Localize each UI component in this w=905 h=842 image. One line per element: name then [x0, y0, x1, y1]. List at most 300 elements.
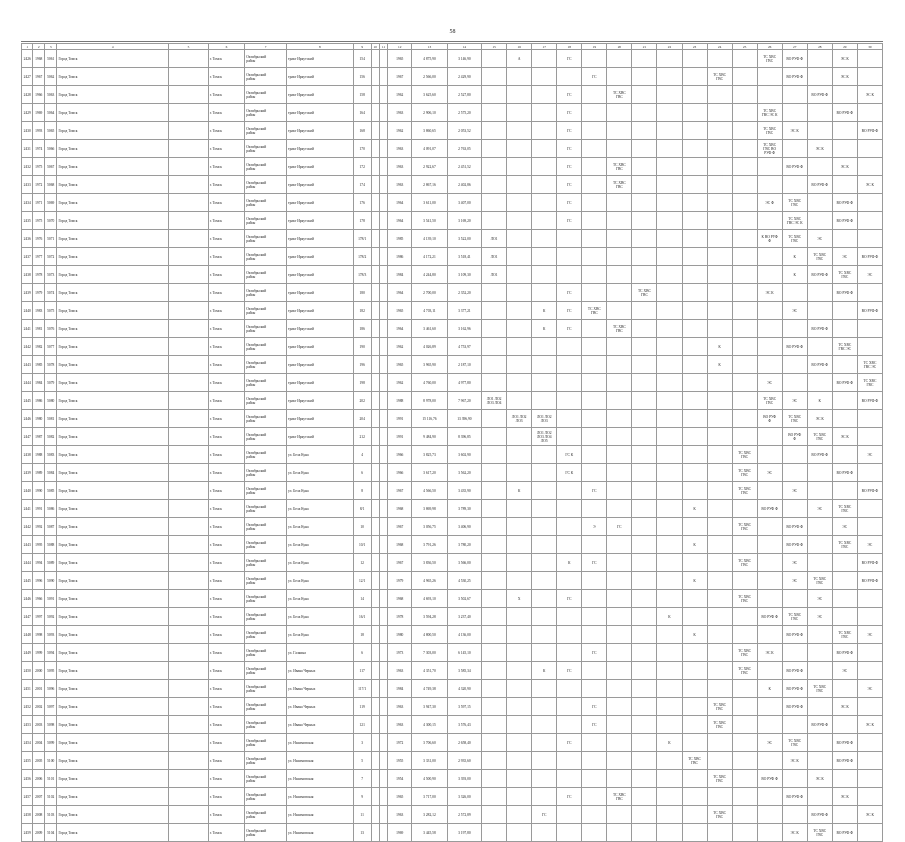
table-cell	[507, 518, 532, 536]
table-cell	[482, 626, 507, 644]
table-cell: ул. Бела Куна	[287, 446, 354, 464]
table-cell	[732, 374, 757, 392]
table-cell: ГС	[557, 122, 582, 140]
table-row	[22, 248, 883, 266]
table-cell	[582, 50, 607, 68]
table-cell	[607, 140, 632, 158]
table-cell: Город Томск	[57, 752, 169, 770]
table-cell	[169, 302, 209, 320]
table-cell	[532, 284, 557, 302]
table-cell	[169, 536, 209, 554]
table-cell: 5063	[44, 86, 57, 104]
table-cell: Октябрьский район	[245, 680, 287, 698]
table-cell: Октябрьский район	[245, 50, 287, 68]
table-cell	[707, 194, 732, 212]
table-cell	[682, 320, 707, 338]
table-cell: ГС	[557, 590, 582, 608]
table-cell: Октябрьский район	[245, 104, 287, 122]
table-cell: 4 566,50	[412, 482, 447, 500]
table-cell: 2444	[22, 554, 33, 572]
table-cell	[379, 644, 387, 662]
table-cell: 121	[353, 716, 371, 734]
table-cell	[632, 392, 657, 410]
table-cell: ВО РУФ Ф	[832, 374, 857, 392]
table-cell: 180	[353, 284, 371, 302]
table-cell	[379, 320, 387, 338]
table-cell	[169, 266, 209, 284]
table-cell	[807, 158, 832, 176]
table-cell	[857, 194, 882, 212]
table-cell	[857, 50, 882, 68]
table-cell: 3 789,30	[447, 500, 481, 518]
table-cell: ЭС	[857, 446, 882, 464]
table-cell: Город Томск	[57, 806, 169, 824]
table-cell	[632, 590, 657, 608]
table-cell	[757, 248, 782, 266]
table-cell	[632, 464, 657, 482]
table-cell: ТС ХВС ГВС	[782, 734, 807, 752]
table-cell	[707, 788, 732, 806]
table-cell	[632, 212, 657, 230]
table-row	[22, 68, 883, 86]
table-cell	[379, 770, 387, 788]
table-cell: 5088	[44, 536, 57, 554]
table-cell	[507, 284, 532, 302]
table-cell	[732, 338, 757, 356]
table-cell: 5096	[44, 680, 57, 698]
table-cell: ЭС	[782, 392, 807, 410]
header-cell: 4	[57, 44, 169, 50]
header-cell: 27	[782, 44, 807, 50]
table-cell	[169, 500, 209, 518]
table-cell: К	[707, 356, 732, 374]
table-cell	[582, 752, 607, 770]
table-cell	[757, 356, 782, 374]
table-cell: 12	[353, 554, 371, 572]
table-cell	[507, 716, 532, 734]
table-cell	[371, 536, 379, 554]
header-cell: 30	[857, 44, 882, 50]
table-row	[22, 392, 883, 410]
table-cell	[782, 374, 807, 392]
table-cell: 1979	[388, 572, 412, 590]
table-cell: ул. Бела Куна	[287, 572, 354, 590]
table-cell: ВО РУФ Ф	[832, 104, 857, 122]
table-cell: ЭС	[757, 464, 782, 482]
table-cell: г. Томск	[208, 500, 245, 518]
table-cell	[857, 788, 882, 806]
table-cell	[379, 176, 387, 194]
header-cell: 25	[732, 44, 757, 50]
table-cell: ЭС К	[807, 140, 832, 158]
table-cell: ЭС К	[832, 50, 857, 68]
table-cell	[507, 338, 532, 356]
table-cell: 3 162,96	[447, 320, 481, 338]
table-cell: г. Томск	[208, 518, 245, 536]
table-cell: ЭС К	[807, 770, 832, 788]
table-cell	[782, 464, 807, 482]
table-cell: ТС ХВС ГВС	[782, 608, 807, 626]
table-row	[22, 734, 883, 752]
table-cell: 1991	[388, 410, 412, 428]
table-cell	[169, 518, 209, 536]
table-cell	[507, 644, 532, 662]
table-cell	[371, 446, 379, 464]
table-cell: 3 393,00	[447, 770, 481, 788]
table-cell: 2 527,80	[447, 86, 481, 104]
table-cell: г. Томск	[208, 266, 245, 284]
table-cell	[632, 356, 657, 374]
table-cell: Город Томск	[57, 392, 169, 410]
table-cell: 5075	[44, 302, 57, 320]
table-cell: 4 875,90	[412, 50, 447, 68]
table-cell: 1997	[33, 608, 44, 626]
table-cell	[757, 302, 782, 320]
table-cell: 7	[353, 770, 371, 788]
table-cell: Октябрьский район	[245, 518, 287, 536]
table-cell: 3 791,26	[412, 536, 447, 554]
table-cell	[482, 608, 507, 626]
table-cell	[607, 374, 632, 392]
table-cell	[482, 680, 507, 698]
table-cell: ул. Бела Куна	[287, 482, 354, 500]
table-cell	[482, 212, 507, 230]
table-cell: г. Томск	[208, 176, 245, 194]
table-cell	[732, 770, 757, 788]
table-cell	[379, 50, 387, 68]
table-cell	[707, 482, 732, 500]
table-cell	[807, 302, 832, 320]
table-cell: ТС ХВС ГВС	[807, 248, 832, 266]
table-cell: 3 169,20	[447, 212, 481, 230]
table-cell: ТС ХВС ГВС	[707, 698, 732, 716]
table-cell: Октябрьский район	[245, 284, 287, 302]
table-cell	[582, 230, 607, 248]
table-cell	[169, 734, 209, 752]
table-cell: ГС	[557, 104, 582, 122]
table-cell: ТС ХВС ГВС	[632, 284, 657, 302]
table-cell	[682, 86, 707, 104]
table-cell: Город Томск	[57, 302, 169, 320]
table-cell: 5082	[44, 428, 57, 446]
table-cell: К	[807, 392, 832, 410]
table-cell: 2 922,67	[412, 158, 447, 176]
table-cell	[532, 392, 557, 410]
table-cell: ТС ХВС ГВС	[782, 194, 807, 212]
table-cell: 16/1	[353, 608, 371, 626]
table-cell: 5067	[44, 158, 57, 176]
table-cell	[482, 356, 507, 374]
table-cell: 4 091,07	[412, 140, 447, 158]
table-cell	[707, 644, 732, 662]
table-cell: тракт Иркутский	[287, 284, 354, 302]
table-cell	[371, 554, 379, 572]
table-cell	[371, 698, 379, 716]
table-cell	[857, 698, 882, 716]
table-cell: 1969	[388, 824, 412, 842]
table-cell: Октябрьский район	[245, 140, 287, 158]
table-cell: 10	[353, 518, 371, 536]
table-cell	[507, 158, 532, 176]
table-cell	[632, 266, 657, 284]
table-cell: ГС	[557, 176, 582, 194]
table-cell	[169, 608, 209, 626]
table-cell	[482, 284, 507, 302]
table-cell: 2442	[22, 338, 33, 356]
table-cell: К	[657, 608, 682, 626]
table-cell	[379, 536, 387, 554]
table-cell	[732, 536, 757, 554]
table-cell: тракт Иркутский	[287, 194, 354, 212]
table-cell	[757, 212, 782, 230]
table-cell: 3 576,43	[447, 716, 481, 734]
header-cell: 10	[371, 44, 379, 50]
table-cell	[507, 230, 532, 248]
table-cell	[782, 806, 807, 824]
table-cell	[632, 230, 657, 248]
table-cell	[732, 788, 757, 806]
table-cell	[169, 140, 209, 158]
table-cell	[169, 446, 209, 464]
table-cell	[371, 320, 379, 338]
table-cell: Октябрьский район	[245, 644, 287, 662]
table-cell	[379, 752, 387, 770]
table-cell: ГС	[557, 302, 582, 320]
table-cell	[657, 266, 682, 284]
header-cell: 21	[632, 44, 657, 50]
table-cell: 178/1	[353, 230, 371, 248]
table-cell	[857, 824, 882, 842]
table-cell	[732, 266, 757, 284]
table-cell: 2441	[22, 500, 33, 518]
table-cell: тракт Иркутский	[287, 302, 354, 320]
table-cell: ЭС	[857, 680, 882, 698]
table-cell: Октябрьский район	[245, 500, 287, 518]
table-cell: Октябрьский район	[245, 248, 287, 266]
table-cell	[732, 302, 757, 320]
table-cell	[657, 824, 682, 842]
table-cell	[169, 392, 209, 410]
table-cell: 5098	[44, 716, 57, 734]
table-cell	[482, 194, 507, 212]
table-row	[22, 446, 883, 464]
table-cell: тракт Иркутский	[287, 104, 354, 122]
table-cell: ЭС	[757, 374, 782, 392]
table-cell	[632, 788, 657, 806]
table-row	[22, 194, 883, 212]
table-cell: К	[782, 266, 807, 284]
table-cell: ЭС	[832, 248, 857, 266]
table-cell	[169, 374, 209, 392]
table-row	[22, 626, 883, 644]
table-cell: ВО РУФ Ф	[807, 86, 832, 104]
table-cell: 4 693,10	[412, 590, 447, 608]
table-row	[22, 86, 883, 104]
table-cell	[707, 374, 732, 392]
table-cell	[507, 86, 532, 104]
table-row	[22, 140, 883, 158]
table-cell	[582, 248, 607, 266]
table-cell	[707, 500, 732, 518]
table-cell	[632, 698, 657, 716]
table-cell: тракт Иркутский	[287, 50, 354, 68]
table-cell: Город Томск	[57, 194, 169, 212]
table-cell	[682, 158, 707, 176]
table-cell: 3	[353, 734, 371, 752]
table-cell	[507, 608, 532, 626]
table-cell: тракт Иркутский	[287, 212, 354, 230]
table-cell: ЭС	[782, 482, 807, 500]
table-cell: 1964	[388, 284, 412, 302]
table-cell: 4 300,15	[412, 716, 447, 734]
table-cell	[832, 356, 857, 374]
table-cell	[169, 698, 209, 716]
table-row	[22, 572, 883, 590]
table-cell	[379, 428, 387, 446]
table-cell	[557, 752, 582, 770]
table-cell: Город Томск	[57, 68, 169, 86]
table-cell: ЭС	[857, 266, 882, 284]
header-cell: 15	[482, 44, 507, 50]
table-cell: 1985	[388, 230, 412, 248]
table-cell: ТС ХВС ГВС	[832, 266, 857, 284]
header-rule	[21, 41, 883, 42]
table-cell	[379, 590, 387, 608]
table-cell: 5102	[44, 788, 57, 806]
table-cell	[832, 446, 857, 464]
table-cell	[807, 482, 832, 500]
table-cell	[557, 680, 582, 698]
table-cell: Город Томск	[57, 824, 169, 842]
table-cell	[657, 176, 682, 194]
header-cell: 18	[557, 44, 582, 50]
table-cell	[807, 50, 832, 68]
table-cell	[632, 734, 657, 752]
table-cell	[482, 428, 507, 446]
table-cell: 1967	[388, 554, 412, 572]
table-cell	[532, 194, 557, 212]
table-cell: ВО РУФ Ф	[757, 608, 782, 626]
header-cell: 5	[169, 44, 209, 50]
table-cell	[682, 662, 707, 680]
table-cell: 3 541,50	[412, 212, 447, 230]
table-cell: Октябрьский район	[245, 608, 287, 626]
table-cell: ВО РУФ Ф	[807, 716, 832, 734]
table-cell: 2450	[22, 662, 33, 680]
table-cell: ТС ХВС ГВС	[782, 230, 807, 248]
table-cell: г. Томск	[208, 716, 245, 734]
table-cell	[632, 752, 657, 770]
table-cell	[507, 194, 532, 212]
table-cell	[607, 662, 632, 680]
table-cell: ЭС	[832, 662, 857, 680]
table-cell	[632, 302, 657, 320]
table-row	[22, 176, 883, 194]
table-cell	[832, 320, 857, 338]
table-cell	[707, 428, 732, 446]
table-cell	[379, 698, 387, 716]
table-cell: 5103	[44, 806, 57, 824]
table-cell	[632, 662, 657, 680]
table-cell	[607, 644, 632, 662]
table-cell: 1968	[388, 590, 412, 608]
table-cell	[557, 608, 582, 626]
table-cell	[782, 770, 807, 788]
table-row	[22, 410, 883, 428]
table-cell: 1994	[33, 554, 44, 572]
table-cell: Город Томск	[57, 518, 169, 536]
table-cell	[582, 626, 607, 644]
table-cell: 1972	[388, 734, 412, 752]
table-cell: 5095	[44, 662, 57, 680]
table-cell	[371, 338, 379, 356]
table-cell: ВО РУФ Ф	[782, 338, 807, 356]
table-cell: Город Томск	[57, 446, 169, 464]
table-cell: ТС ХВС ГВС ЭС	[832, 338, 857, 356]
table-cell	[857, 770, 882, 788]
table-cell: 2 187,10	[447, 356, 481, 374]
table-cell: 2 700,00	[412, 284, 447, 302]
table-cell: 5066	[44, 140, 57, 158]
table-cell	[757, 518, 782, 536]
table-cell	[757, 554, 782, 572]
table-cell	[657, 284, 682, 302]
header-cell: 29	[832, 44, 857, 50]
table-cell	[682, 284, 707, 302]
table-cell	[857, 464, 882, 482]
header-cell: 16	[507, 44, 532, 50]
table-cell	[657, 428, 682, 446]
table-cell	[757, 716, 782, 734]
table-cell	[757, 320, 782, 338]
table-cell: Город Томск	[57, 320, 169, 338]
table-cell	[807, 68, 832, 86]
table-cell: ул. Бела Куна	[287, 590, 354, 608]
table-cell	[557, 338, 582, 356]
table-cell: г. Томск	[208, 428, 245, 446]
table-cell	[379, 626, 387, 644]
table-cell: 2 053,52	[447, 122, 481, 140]
table-cell	[582, 86, 607, 104]
table-cell: ТС ХВС ГВС	[607, 320, 632, 338]
table-cell	[857, 338, 882, 356]
table-cell	[632, 608, 657, 626]
table-cell: 3 562,20	[447, 464, 481, 482]
table-cell	[582, 500, 607, 518]
table-cell: 1999	[33, 644, 44, 662]
table-cell: Октябрьский район	[245, 716, 287, 734]
table-cell: 1967	[388, 518, 412, 536]
table-cell	[557, 824, 582, 842]
table-cell	[857, 410, 882, 428]
table-cell: 2 658,40	[447, 734, 481, 752]
table-cell: ТС ХВС ГВС ВО РУФ Ф	[757, 140, 782, 158]
table-cell	[607, 680, 632, 698]
table-cell: 5094	[44, 644, 57, 662]
table-cell: Октябрьский район	[245, 554, 287, 572]
table-cell	[857, 500, 882, 518]
table-cell: 3 585,34	[447, 662, 481, 680]
table-cell: г. Томск	[208, 806, 245, 824]
table-cell	[657, 536, 682, 554]
table-cell	[682, 212, 707, 230]
table-cell: 5073	[44, 266, 57, 284]
table-cell	[379, 104, 387, 122]
table-cell	[707, 392, 732, 410]
table-cell	[657, 482, 682, 500]
table-cell: Город Томск	[57, 176, 169, 194]
table-cell: Город Томск	[57, 788, 169, 806]
